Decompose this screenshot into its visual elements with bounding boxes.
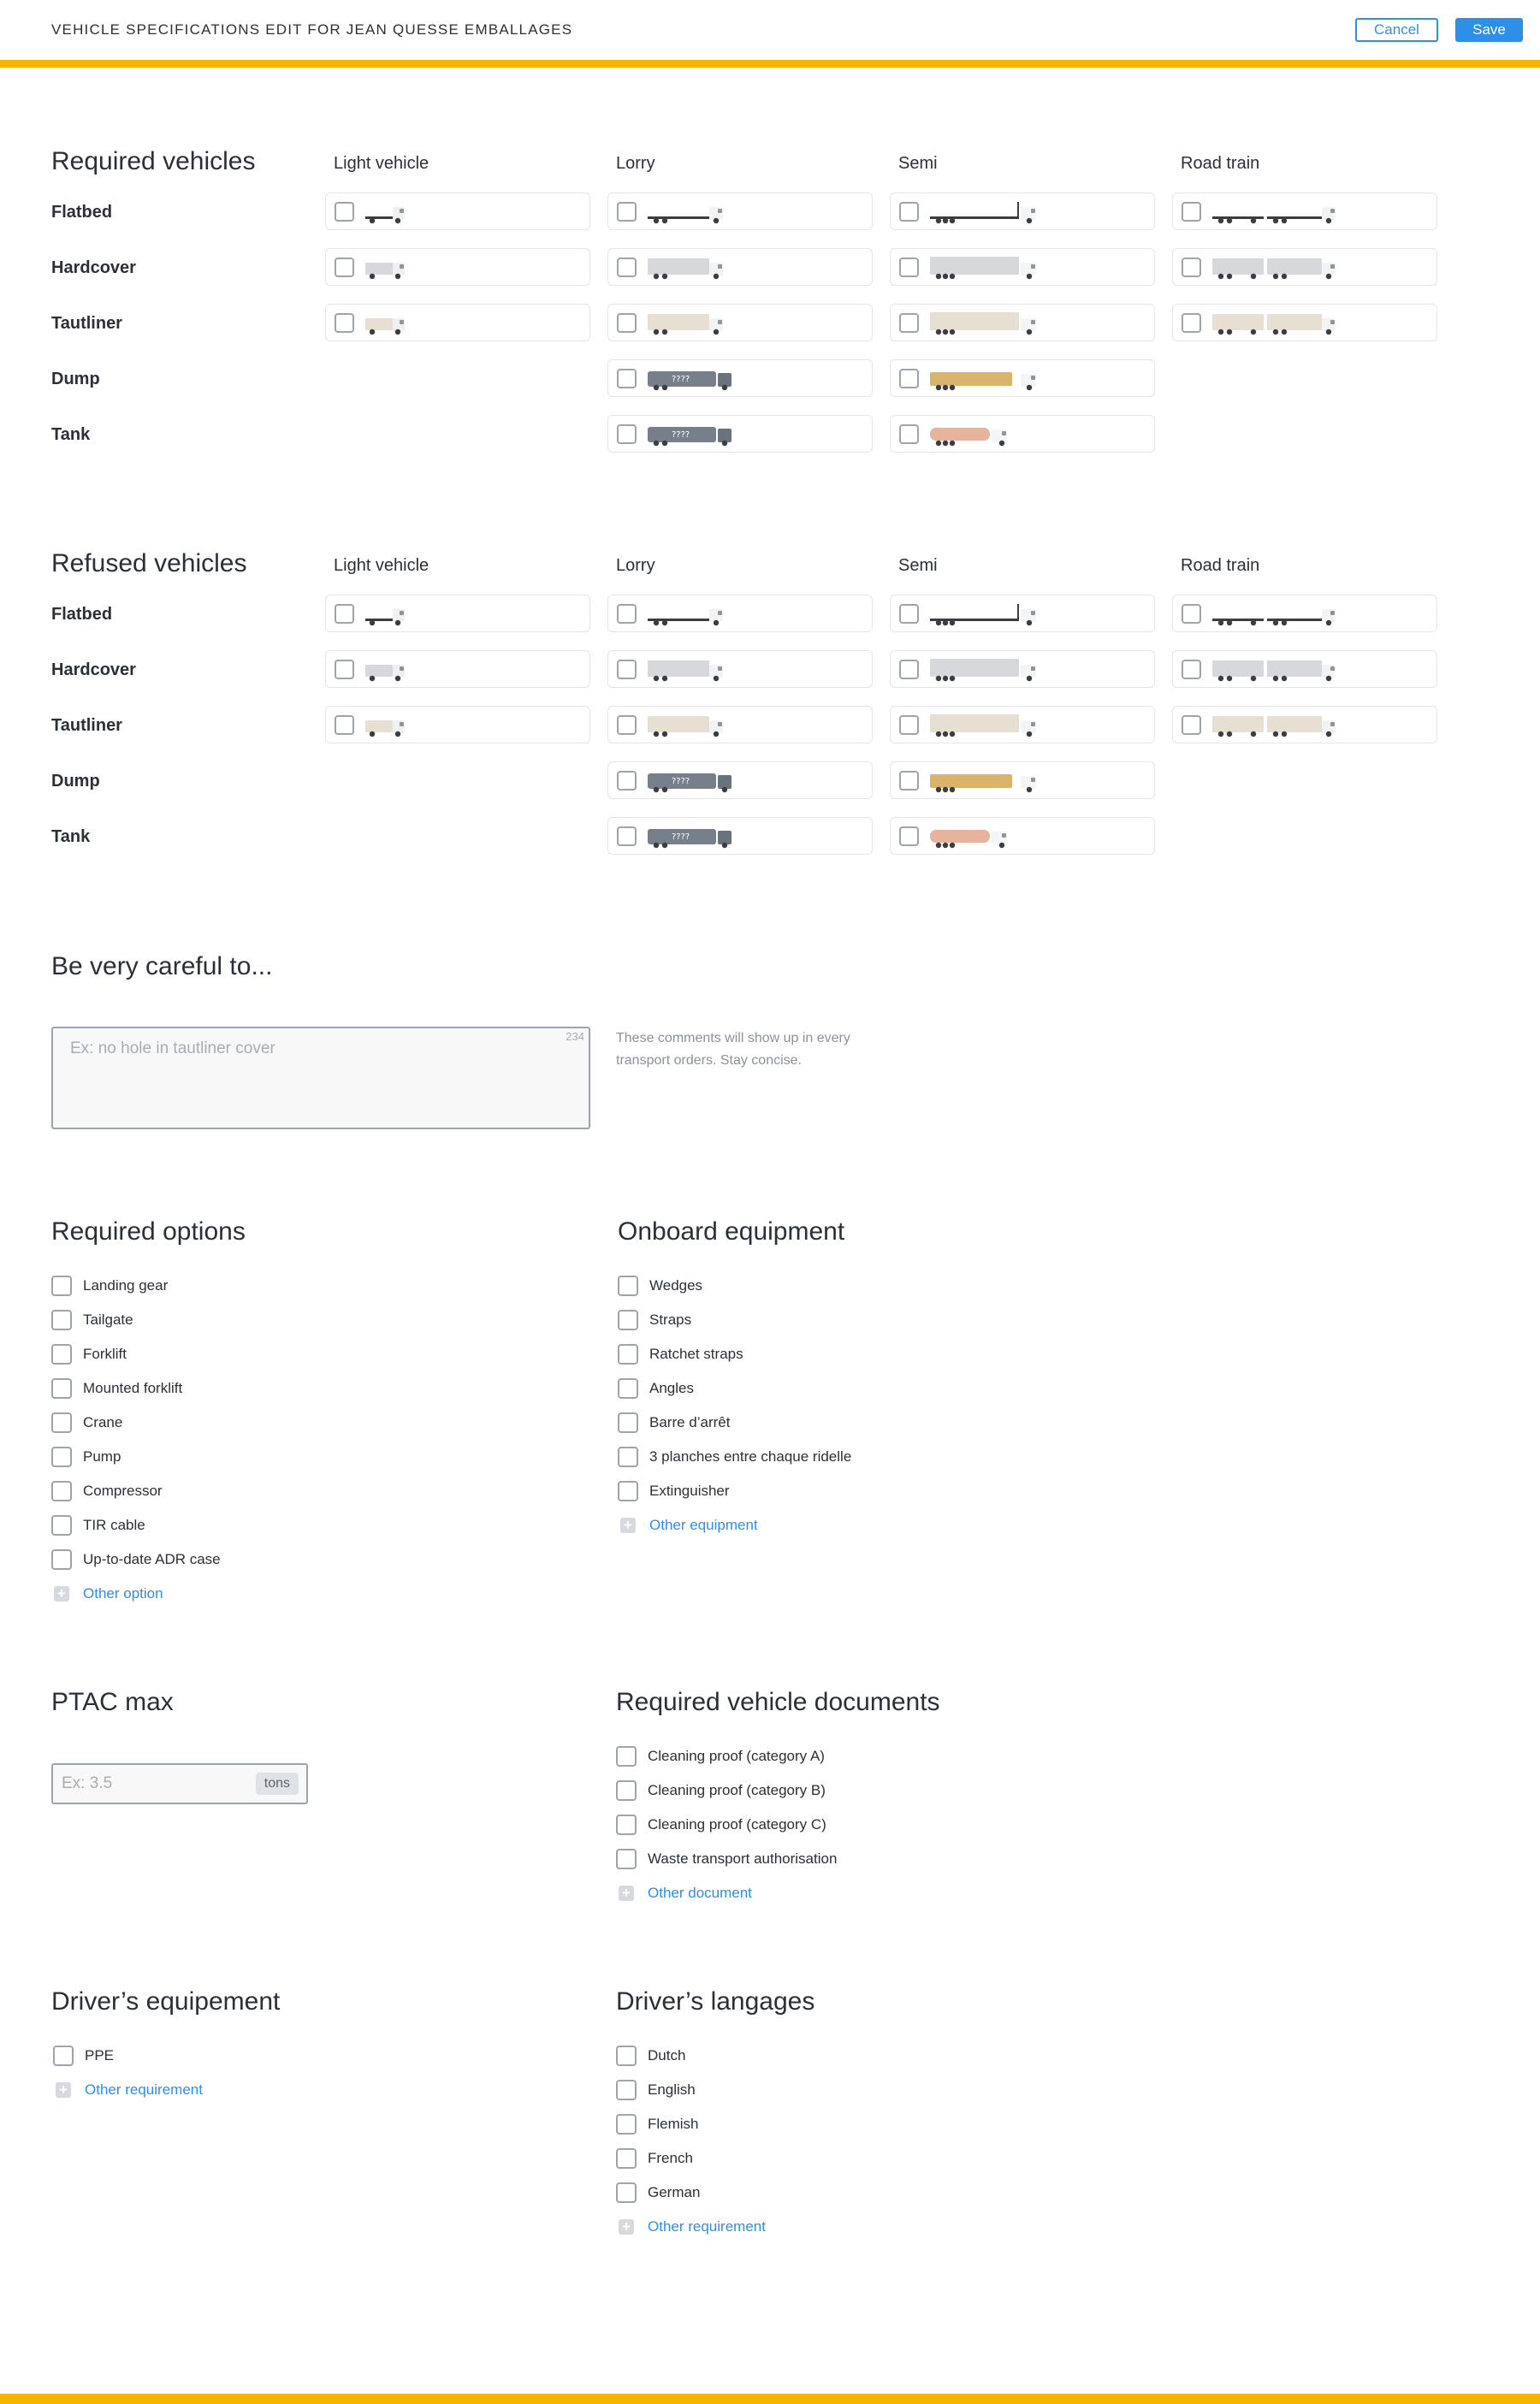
checkbox-icon[interactable]	[899, 771, 919, 790]
plus-square-icon[interactable]: +	[616, 2217, 637, 2237]
required-vehicle-option[interactable]	[1172, 248, 1437, 286]
refused-vehicle-option[interactable]	[890, 761, 1155, 799]
refused-vehicle-option[interactable]	[607, 761, 873, 799]
required-vehicle-option[interactable]	[890, 415, 1155, 453]
required-vehicle-option[interactable]	[890, 192, 1155, 230]
required-option-add-link[interactable]: Other option	[83, 1585, 163, 1602]
lorry-icon	[646, 421, 774, 448]
page-title: VEHICLE SPECIFICATIONS EDIT FOR JEAN QUESSE EMBALLAGES	[51, 21, 573, 38]
checkbox-icon[interactable]	[617, 715, 637, 735]
semi-trailer-icon	[928, 198, 1057, 226]
checkbox-icon[interactable]	[51, 1378, 72, 1399]
onboard-equipment-checkbox-label: 3 planches entre chaque ridelle	[649, 1448, 852, 1465]
refused-row-label: Tautliner	[51, 716, 122, 735]
checkbox-icon[interactable]	[617, 369, 637, 388]
lorry-icon	[646, 198, 774, 226]
refused-vehicle-option[interactable]	[607, 595, 873, 632]
checkbox-icon[interactable]	[618, 1276, 638, 1296]
checkbox-icon[interactable]	[617, 202, 637, 222]
driver-equipment-add-link[interactable]: Other requirement	[85, 2081, 203, 2098]
top-bar	[0, 0, 1540, 60]
ptac-unit-badge: tons	[256, 1773, 299, 1795]
onboard-equipment-checkbox-item[interactable]	[618, 1275, 702, 1297]
checkbox-icon[interactable]	[335, 202, 354, 222]
required-vehicle-option[interactable]	[890, 359, 1155, 397]
driver-language-add-button[interactable]	[616, 2216, 766, 2238]
plus-square-icon[interactable]: +	[618, 1515, 638, 1536]
required-option-checkbox-label: Mounted forklift	[83, 1380, 183, 1396]
onboard-equipment-checkbox-item[interactable]	[618, 1480, 730, 1502]
light-vehicle-icon	[364, 310, 492, 337]
refused-row-label: Tank	[51, 827, 91, 846]
required-option-checkbox-item[interactable]	[51, 1275, 168, 1297]
refused-column-header: Lorry	[616, 556, 655, 575]
vehicle-document-checkbox-label: Waste transport authorisation	[648, 1850, 838, 1867]
onboard-equipment-checkbox-item[interactable]	[618, 1446, 851, 1468]
careful-comments-placeholder: Ex: no hole in tautliner cover	[70, 1039, 275, 1057]
refused-row-label: Flatbed	[51, 605, 113, 624]
required-vehicle-option[interactable]	[325, 304, 590, 341]
ptac-input[interactable]	[51, 1763, 308, 1804]
refused-vehicle-option[interactable]	[325, 706, 590, 743]
required-column-header: Semi	[898, 154, 938, 173]
refused-column-header: Semi	[898, 556, 938, 575]
road-train-icon	[1211, 601, 1339, 628]
lorry-icon	[646, 254, 774, 281]
vehicle-documents-title: Required vehicle documents	[616, 1688, 940, 1716]
driver-equipment-title: Driver’s equipement	[51, 1987, 281, 2016]
driver-language-checkbox-item[interactable]	[616, 2113, 699, 2135]
refused-row-label: Hardcover	[51, 660, 136, 679]
required-vehicle-option[interactable]	[607, 359, 873, 397]
svg-text:????: ????	[672, 777, 690, 786]
driver-languages-title: Driver’s langages	[616, 1987, 815, 2016]
driver-language-checkbox-item[interactable]	[616, 2079, 696, 2101]
lorry-icon	[646, 767, 774, 795]
onboard-equipment-title: Onboard equipment	[618, 1217, 845, 1246]
checkbox-icon[interactable]	[335, 258, 354, 277]
required-option-checkbox-label: Compressor	[83, 1483, 163, 1499]
refused-vehicle-option[interactable]	[1172, 595, 1437, 632]
refused-vehicle-option[interactable]	[325, 650, 590, 688]
careful-comments-textarea[interactable]	[51, 1027, 590, 1129]
light-vehicle-icon	[364, 254, 492, 281]
checkbox-icon[interactable]	[618, 1481, 638, 1501]
vehicle-document-checkbox-label: Cleaning proof (category B)	[648, 1782, 826, 1798]
required-column-header: Light vehicle	[334, 154, 429, 173]
checkbox-icon[interactable]	[1182, 660, 1201, 679]
required-option-checkbox-label: Forklift	[83, 1346, 127, 1362]
checkbox-icon[interactable]	[1182, 202, 1201, 222]
checkbox-icon[interactable]	[616, 1849, 637, 1869]
checkbox-icon[interactable]	[617, 604, 637, 624]
vehicle-document-checkbox-item[interactable]	[616, 1745, 825, 1767]
semi-trailer-icon	[928, 365, 1057, 393]
checkbox-icon[interactable]	[618, 1412, 638, 1433]
checkbox-icon[interactable]	[51, 1310, 72, 1330]
required-vehicle-option[interactable]	[890, 248, 1155, 286]
refused-vehicle-option[interactable]	[607, 650, 873, 688]
checkbox-icon[interactable]	[1182, 715, 1201, 735]
required-vehicles-title: Required vehicles	[51, 147, 256, 175]
checkbox-icon[interactable]	[899, 369, 919, 388]
vehicle-document-add-link[interactable]: Other document	[648, 1885, 752, 1901]
checkbox-icon[interactable]	[618, 1378, 638, 1399]
checkbox-icon[interactable]	[616, 1815, 637, 1835]
required-row-label: Hardcover	[51, 258, 136, 277]
checkbox-icon[interactable]	[899, 715, 919, 735]
checkbox-icon[interactable]	[335, 604, 354, 624]
refused-vehicle-option[interactable]	[1172, 650, 1437, 688]
onboard-equipment-add-button[interactable]	[618, 1514, 758, 1537]
semi-trailer-icon	[928, 767, 1057, 795]
checkbox-icon[interactable]	[1182, 604, 1201, 624]
checkbox-icon[interactable]	[899, 258, 919, 277]
checkbox-icon[interactable]	[616, 1746, 637, 1767]
required-column-header: Lorry	[616, 154, 655, 173]
careful-comments-hint: These comments will show up in every transport orders. Stay concise.	[616, 1031, 850, 1068]
checkbox-icon[interactable]	[1182, 313, 1201, 333]
svg-text:????: ????	[672, 375, 690, 384]
checkbox-icon[interactable]	[335, 313, 354, 333]
driver-language-checkbox-item[interactable]	[616, 2045, 685, 2067]
onboard-equipment-add-link[interactable]: Other equipment	[649, 1517, 758, 1533]
required-option-checkbox-item[interactable]	[51, 1377, 182, 1400]
light-vehicle-icon	[364, 712, 492, 739]
required-option-checkbox-label: Landing gear	[83, 1277, 169, 1294]
road-train-icon	[1211, 712, 1339, 739]
light-vehicle-icon	[364, 656, 492, 684]
checkbox-icon[interactable]	[899, 313, 919, 333]
checkbox-icon[interactable]	[335, 660, 354, 679]
checkbox-icon[interactable]	[618, 1447, 638, 1467]
required-row-label: Flatbed	[51, 203, 113, 222]
refused-vehicle-option[interactable]	[890, 817, 1155, 855]
footer-accent-bar	[0, 2394, 1540, 2404]
refused-vehicle-option[interactable]	[890, 706, 1155, 743]
required-option-add-button[interactable]	[51, 1583, 163, 1605]
required-row-label: Tautliner	[51, 314, 122, 333]
onboard-equipment-checkbox-label: Straps	[649, 1312, 692, 1328]
required-vehicle-option[interactable]	[325, 248, 590, 286]
required-option-checkbox-label: Tailgate	[83, 1312, 133, 1328]
required-vehicle-option[interactable]	[607, 248, 873, 286]
required-option-checkbox-item[interactable]	[51, 1446, 121, 1468]
onboard-equipment-checkbox-item[interactable]	[618, 1309, 691, 1331]
onboard-equipment-checkbox-item[interactable]	[618, 1377, 694, 1400]
driver-equipment-checkbox-item[interactable]	[53, 2045, 114, 2067]
driver-equipment-checkbox-label: PPE	[85, 2047, 115, 2064]
cancel-button[interactable]: Cancel	[1355, 18, 1438, 42]
required-option-checkbox-item[interactable]	[51, 1343, 127, 1365]
semi-trailer-icon	[928, 712, 1057, 739]
checkbox-icon[interactable]	[617, 826, 637, 846]
checkbox-icon[interactable]	[51, 1412, 72, 1433]
lorry-icon	[646, 712, 774, 739]
vehicle-document-checkbox-item[interactable]	[616, 1848, 837, 1870]
onboard-equipment-checkbox-item[interactable]	[618, 1412, 730, 1434]
header-accent-bar	[0, 60, 1540, 68]
ptac-placeholder: Ex: 3.5	[62, 1774, 113, 1792]
driver-language-add-link[interactable]: Other requirement	[648, 2218, 766, 2235]
required-vehicle-option[interactable]	[1172, 192, 1437, 230]
driver-equipment-add-button[interactable]	[53, 2079, 203, 2101]
required-vehicle-option[interactable]	[607, 192, 873, 230]
required-vehicle-option[interactable]	[607, 304, 873, 341]
vehicle-document-checkbox-item[interactable]	[616, 1814, 826, 1836]
driver-language-checkbox-label: Dutch	[648, 2047, 686, 2064]
checkbox-icon[interactable]	[899, 202, 919, 222]
checkbox-icon[interactable]	[617, 660, 637, 679]
vehicle-document-add-button[interactable]	[616, 1882, 752, 1904]
plus-square-icon[interactable]: +	[53, 2080, 74, 2100]
plus-square-icon[interactable]: +	[616, 1883, 637, 1904]
lorry-icon	[646, 601, 774, 628]
checkbox-icon[interactable]	[616, 2148, 637, 2169]
checkbox-icon[interactable]	[618, 1310, 638, 1330]
required-option-checkbox-item[interactable]	[51, 1309, 133, 1331]
driver-language-checkbox-item[interactable]	[616, 2182, 700, 2204]
save-button[interactable]: Save	[1455, 18, 1523, 42]
required-option-checkbox-label: TIR cable	[83, 1517, 145, 1533]
driver-language-checkbox-label: French	[648, 2150, 693, 2166]
required-option-checkbox-label: Pump	[83, 1448, 121, 1465]
road-train-icon	[1211, 310, 1339, 337]
lorry-icon	[646, 823, 774, 850]
driver-language-checkbox-label: English	[648, 2081, 696, 2098]
driver-language-checkbox-label: Flemish	[648, 2116, 699, 2132]
checkbox-icon[interactable]	[51, 1447, 72, 1467]
checkbox-icon[interactable]	[53, 2046, 74, 2066]
road-train-icon	[1211, 198, 1339, 226]
semi-trailer-icon	[928, 823, 1057, 850]
semi-trailer-icon	[928, 601, 1057, 628]
required-row-label: Tank	[51, 425, 91, 444]
svg-text:????: ????	[672, 430, 690, 440]
checkbox-icon[interactable]	[617, 424, 637, 444]
required-option-checkbox-label: Crane	[83, 1414, 123, 1430]
checkbox-icon[interactable]	[51, 1276, 72, 1296]
onboard-equipment-checkbox-label: Ratchet straps	[649, 1346, 743, 1362]
refused-column-header: Light vehicle	[334, 556, 429, 575]
checkbox-icon[interactable]	[616, 2182, 637, 2203]
checkbox-icon[interactable]	[899, 826, 919, 846]
careful-title: Be very careful to...	[51, 952, 273, 980]
required-options-title: Required options	[51, 1217, 246, 1246]
checkbox-icon[interactable]	[616, 1780, 637, 1801]
checkbox-icon[interactable]	[51, 1549, 72, 1570]
checkbox-icon[interactable]	[51, 1515, 72, 1536]
vehicle-document-checkbox-item[interactable]	[616, 1779, 826, 1802]
light-vehicle-icon	[364, 601, 492, 628]
checkbox-icon[interactable]	[1182, 258, 1201, 277]
checkbox-icon[interactable]	[51, 1481, 72, 1501]
checkbox-icon[interactable]	[616, 2114, 637, 2135]
refused-column-header: Road train	[1181, 556, 1260, 575]
checkbox-icon[interactable]	[616, 2080, 637, 2100]
checkbox-icon[interactable]	[616, 2046, 637, 2066]
required-vehicle-option[interactable]	[607, 415, 873, 453]
driver-language-checkbox-label: German	[648, 2184, 701, 2200]
road-train-icon	[1211, 656, 1339, 684]
required-option-checkbox-item[interactable]	[51, 1548, 221, 1571]
road-train-icon	[1211, 254, 1339, 281]
refused-vehicle-option[interactable]	[607, 817, 873, 855]
refused-vehicles-title: Refused vehicles	[51, 549, 247, 577]
onboard-equipment-checkbox-label: Extinguisher	[649, 1483, 730, 1499]
required-vehicle-option[interactable]	[890, 304, 1155, 341]
required-option-checkbox-label: Up-to-date ADR case	[83, 1551, 221, 1567]
svg-text:????: ????	[672, 832, 690, 842]
required-option-checkbox-item[interactable]	[51, 1480, 163, 1502]
refused-vehicle-option[interactable]	[1172, 706, 1437, 743]
lorry-icon	[646, 656, 774, 684]
checkbox-icon[interactable]	[617, 313, 637, 333]
checkbox-icon[interactable]	[618, 1344, 638, 1365]
required-option-checkbox-item[interactable]	[51, 1514, 145, 1537]
onboard-equipment-checkbox-label: Barre d’arrêt	[649, 1414, 731, 1430]
checkbox-icon[interactable]	[899, 604, 919, 624]
refused-vehicle-option[interactable]	[607, 706, 873, 743]
semi-trailer-icon	[928, 421, 1057, 448]
onboard-equipment-checkbox-item[interactable]	[618, 1343, 743, 1365]
checkbox-icon[interactable]	[617, 771, 637, 790]
onboard-equipment-checkbox-label: Angles	[649, 1380, 694, 1396]
driver-language-checkbox-item[interactable]	[616, 2147, 693, 2170]
plus-square-icon[interactable]: +	[51, 1584, 72, 1604]
checkbox-icon[interactable]	[899, 424, 919, 444]
onboard-equipment-checkbox-label: Wedges	[649, 1277, 703, 1294]
semi-trailer-icon	[928, 310, 1057, 337]
vehicle-document-checkbox-label: Cleaning proof (category C)	[648, 1816, 826, 1833]
vehicle-document-checkbox-label: Cleaning proof (category A)	[648, 1748, 825, 1764]
semi-trailer-icon	[928, 254, 1057, 281]
required-row-label: Dump	[51, 370, 100, 388]
checkbox-icon[interactable]	[617, 258, 637, 277]
light-vehicle-icon	[364, 198, 492, 226]
required-column-header: Road train	[1181, 154, 1260, 173]
checkbox-icon[interactable]	[51, 1344, 72, 1365]
semi-trailer-icon	[928, 656, 1057, 684]
lorry-icon	[646, 365, 774, 393]
required-vehicle-option[interactable]	[1172, 304, 1437, 341]
required-option-checkbox-item[interactable]	[51, 1412, 122, 1434]
ptac-title: PTAC max	[51, 1688, 174, 1716]
required-vehicle-option[interactable]	[325, 192, 590, 230]
checkbox-icon[interactable]	[899, 660, 919, 679]
lorry-icon	[646, 310, 774, 337]
checkbox-icon[interactable]	[335, 715, 354, 735]
refused-vehicle-option[interactable]	[890, 595, 1155, 632]
refused-vehicle-option[interactable]	[890, 650, 1155, 688]
refused-vehicle-option[interactable]	[325, 595, 590, 632]
character-counter: 234	[566, 1030, 584, 1043]
refused-row-label: Dump	[51, 772, 100, 790]
